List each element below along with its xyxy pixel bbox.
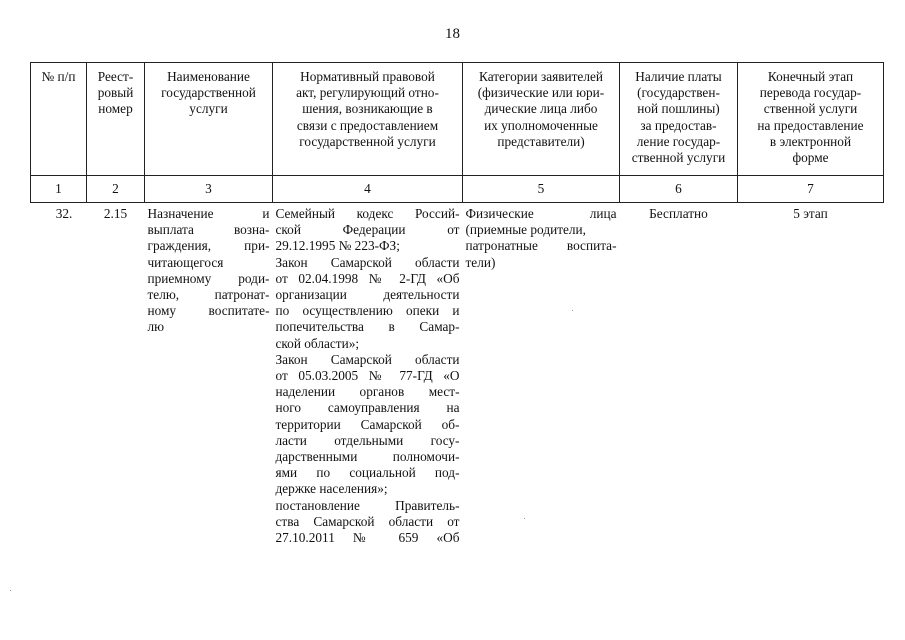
column-number: 4 (273, 176, 463, 203)
text-line: Семейный кодекс Россий- (275, 206, 460, 221)
text-line: ями по социальной под- (275, 465, 460, 481)
column-number: 7 (738, 176, 884, 203)
header-line: (физические или юри- (477, 85, 605, 101)
text-line: от 05.03.2005 № 77-ГД «О (275, 368, 460, 384)
header-cell-legal-act (273, 63, 463, 176)
text-line: Физические лица (465, 206, 617, 221)
row-index: 32. (55, 206, 73, 221)
header-line: Наличие платы (635, 69, 722, 84)
header-line: государственной (161, 85, 256, 101)
text-line: от 02.04.1998 № 2-ГД «Об (275, 270, 460, 286)
column-number: 3 (145, 176, 273, 203)
row-applicants (463, 203, 620, 547)
text-line: лю (147, 319, 165, 335)
header-cell-electronic-stage (738, 63, 884, 176)
text-line: ного самоуправления на (275, 400, 460, 416)
header-cell-registry (87, 63, 145, 176)
header-line: № п/п (41, 69, 76, 84)
header-cell-service-name (145, 63, 273, 176)
header-cell-applicants (463, 63, 620, 176)
row-registry-number: 2.15 (103, 206, 128, 221)
header-line: ление государ- (636, 133, 721, 149)
header-line: услуги (189, 101, 228, 117)
header-line: в электронной (769, 133, 852, 149)
text-line: попечительства в Самар- (275, 319, 460, 335)
table-header (31, 63, 884, 203)
header-line: форме (792, 150, 829, 166)
text-line: патронатные воспита- (465, 238, 617, 254)
header-line: дические лица либо (484, 101, 598, 117)
header-line: Нормативный правовой (300, 69, 435, 84)
header-line: (государствен- (637, 85, 720, 101)
column-number: 2 (87, 176, 145, 203)
text-line: Закон Самарской области (275, 254, 460, 270)
text-line: выплата возна- (147, 222, 270, 238)
text-line: 27.10.2011 № 659 «Об (275, 530, 460, 546)
text-line: наделении органов мест- (275, 384, 460, 400)
header-line: на предоставление (757, 117, 864, 133)
text-line: Закон Самарской области (275, 351, 460, 367)
header-line: их уполномоченные (484, 117, 598, 133)
text-line: (приемные родители, (465, 222, 586, 238)
text-line: читающегося (147, 254, 224, 270)
header-cell-fee (620, 63, 738, 176)
text-line: граждения, при- (147, 238, 270, 254)
row-electronic-stage: 5 этап (793, 206, 828, 221)
text-line: постановление Правитель- (275, 497, 460, 513)
text-line: держке населения»; (275, 481, 388, 497)
page-number: 18 (445, 26, 460, 42)
header-line: акт, регулирующий отно- (296, 85, 439, 101)
header-line: Категории заявителей (479, 69, 603, 84)
column-number: 5 (463, 176, 620, 203)
text-line: дарственными полномочи- (275, 449, 460, 465)
table-row (31, 203, 884, 547)
scan-speck (10, 590, 11, 591)
column-number-row (31, 176, 884, 203)
header-line: Реест- (97, 69, 134, 84)
text-line: ласти отдельными госу- (275, 432, 460, 448)
column-number: 6 (620, 176, 738, 203)
text-line: ской Федерации от (275, 222, 460, 238)
header-line: государственной услуги (299, 133, 436, 149)
header-row (31, 63, 884, 176)
header-line: перевода государ- (759, 85, 862, 101)
row-legal-acts (273, 203, 463, 547)
scan-speck (524, 518, 525, 519)
header-cell-index (31, 63, 87, 176)
header-line: Конечный этап (767, 69, 854, 84)
text-line: Назначение и (147, 206, 270, 221)
text-line: телю, патронат- (147, 287, 270, 303)
column-number: 1 (31, 176, 87, 203)
header-line: шения, возникающие в (302, 101, 433, 117)
text-line: приемному роди- (147, 270, 270, 286)
header-line: номер (98, 101, 133, 117)
header-line: ственной услуги (763, 101, 858, 117)
header-line: ственной услуги (631, 150, 726, 166)
text-line: 29.12.1995 № 223-ФЗ; (275, 238, 400, 254)
header-line: за предостав- (640, 117, 717, 133)
scan-speck (572, 310, 573, 311)
header-line: представители) (497, 133, 585, 149)
header-line: ровый (97, 85, 134, 101)
text-line: территории Самарской об- (275, 416, 460, 432)
row-service-name (145, 203, 273, 547)
text-line: ской области»; (275, 335, 360, 351)
text-line: по осуществлению опеки и (275, 303, 460, 319)
text-line: ному воспитате- (147, 303, 270, 319)
text-line: ства Самарской области от (275, 513, 460, 529)
text-line: организации деятельности (275, 287, 460, 303)
text-line: тели) (465, 254, 496, 270)
header-line: Наименование (167, 69, 250, 84)
services-table (30, 62, 884, 546)
row-fee: Бесплатно (649, 206, 708, 221)
header-line: связи с предоставлением (296, 117, 439, 133)
header-line: ной пошлины) (637, 101, 720, 117)
